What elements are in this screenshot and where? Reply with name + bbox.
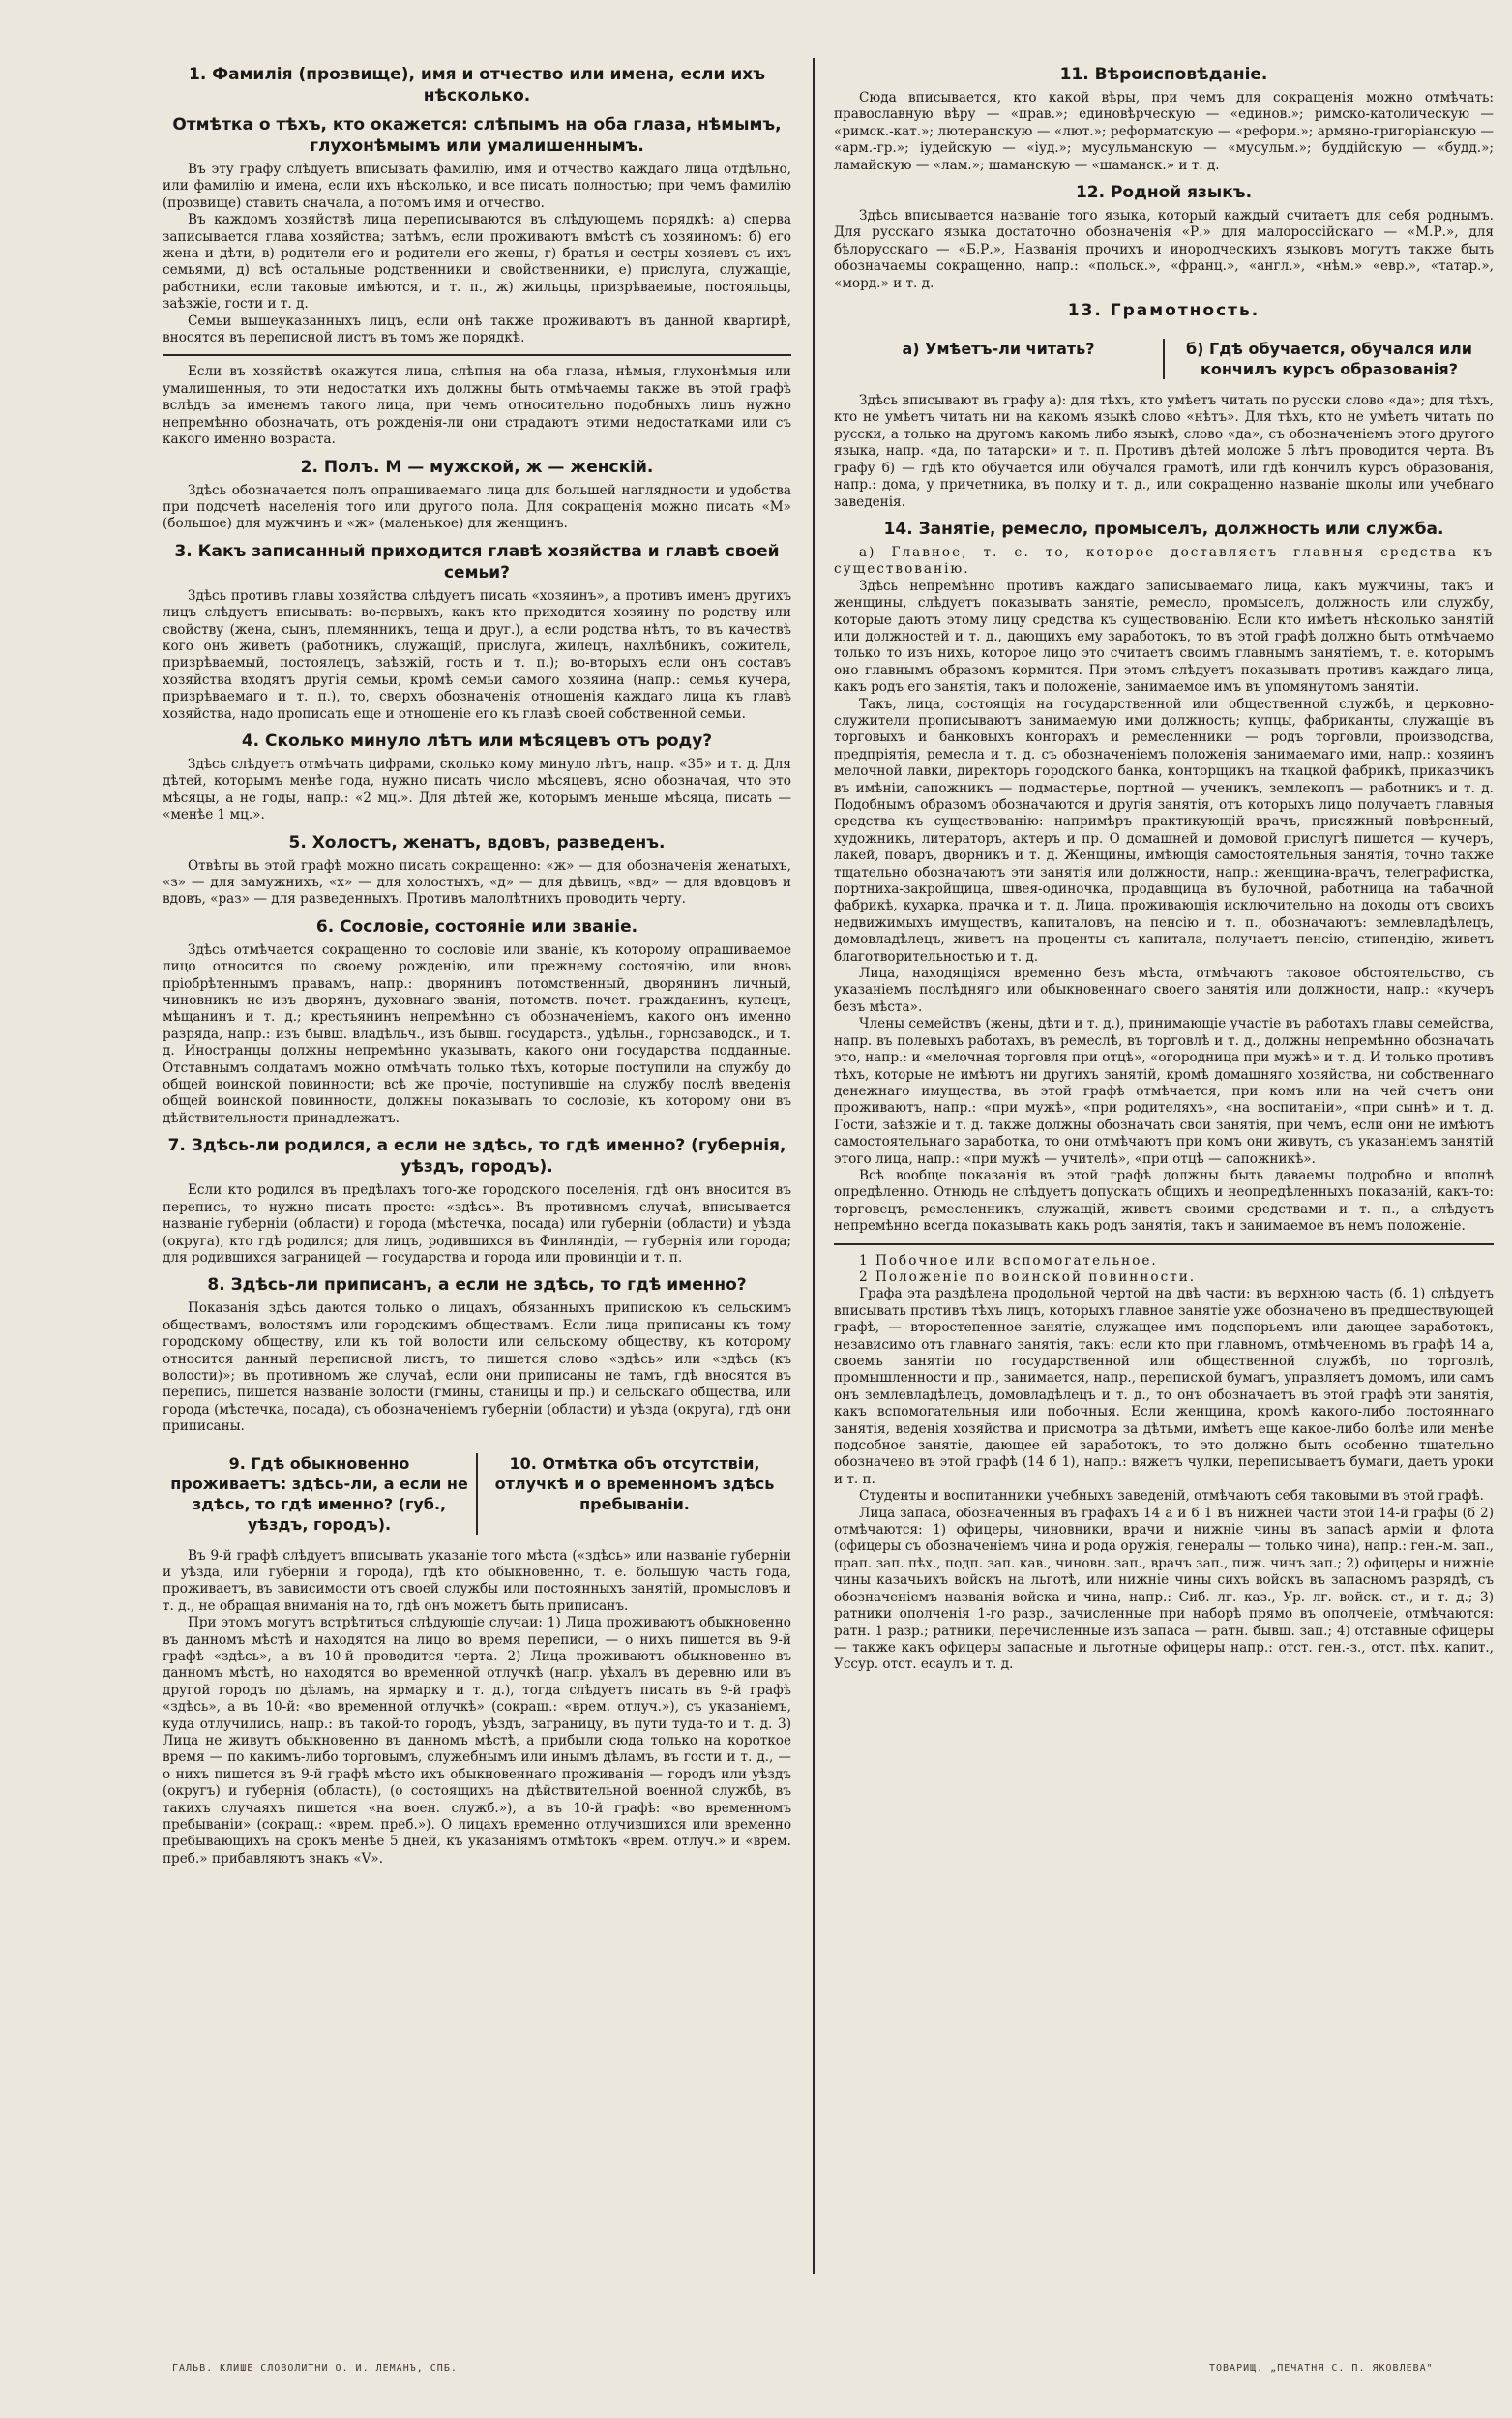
- section-9-title: 9. Гдѣ обыкновенно проживаетъ: здѣсь-ли, а если не здѣсь, то гдѣ именно? (губ., уѣздъ, городъ).: [163, 1453, 478, 1535]
- section-14a-title: а) Главное, т. е. то, которое доставляетъ главныя средства къ существованію.: [834, 544, 1494, 578]
- section-6-title: 6. Сословіе, состояніе или званіе.: [315, 916, 638, 937]
- paragraph: При этомъ могутъ встрѣтиться слѣдующіе случаи: 1) Лица проживаютъ обыкновенно въ данномъ мѣстѣ и находятся на лицо во время переписи, — о нихъ пишется въ 9-й графѣ «здѣсь», а въ 10-й проводится черта. 2) Лица проживаютъ обыкновенно въ данномъ мѣстѣ, но находятся во временной отлучкѣ (напр. уѣхалъ въ деревню или въ другой городъ по дѣламъ, на ярмарку и т. д.), тогда слѣдуетъ писать въ 9-й графѣ «здѣсь», а въ 10-й: «во временной отлучкѣ» (сокращ.: «врем. отлуч.»), съ указаніемъ, куда отлучились, напр.: въ такой-то городъ, уѣздъ, заграницу, въ пути туда-то и т. д. 3) Лица не живутъ обыкновенно въ данномъ мѣстѣ, а прибыли сюда только на короткое время — по какимъ-либо торговымъ, служебнымъ или инымъ дѣламъ, въ гости и т. д., — о нихъ пишется въ 9-й графѣ мѣсто ихъ обыкновеннаго проживанія — городъ или уѣздъ (округъ) и губернія (область), (о состоящихъ на дѣйствительной военной службѣ, въ такихъ случаяхъ пишется «на воен. служб.»), а въ 10-й графѣ: «во временномъ пребываніи» (сокращ.: «врем. преб.»). О лицахъ временно отлучившихся или временно пребывающихъ на срокъ менѣе 5 дней, къ указаніямъ отмѣтокъ «врем. отлуч.» и «врем. преб.» прибавляютъ знакъ «V».: [163, 1615, 791, 1866]
- section-8-title: 8. Здѣсь-ли приписанъ, а если не здѣсь, то гдѣ именно?: [207, 1275, 747, 1296]
- paragraph: Если кто родился въ предѣлахъ того-же городского поселенія, гдѣ онъ вносится въ перепись, то нужно писать просто: «здѣсь». Въ противномъ случаѣ, вписывается названіе губерніи (области) и города (мѣстечка, посада) или губерніи (области) и уѣзда (округа), кто гдѣ родился; для лицъ, родившихся въ Финляндіи, — губернія или города; для родившихся заграницей — государства и города или провинціи и т. п.: [163, 1182, 791, 1266]
- paragraph: Здѣсь вписывают въ графу а): для тѣхъ, кто умѣетъ читать по русски слово «да»; для тѣхъ, кто не умѣетъ читать ни на какомъ языкѣ слово «нѣтъ». Для тѣхъ, кто не умѣетъ читать по русски, а только на другомъ какомъ либо языкѣ, слово «да», съ обозначеніемъ этого другого языка, напр. «да, по татарски» и т. п. Противъ дѣтей моложе 5 лѣтъ проводится черта. Въ графу б) — гдѣ кто обучается или обучался грамотѣ, или гдѣ кончилъ курсъ образованія, напр.: дома, у причетника, въ полку и т. д., или сокращенно названіе школы или учебнаго заведенія.: [834, 393, 1494, 510]
- section-3-title: 3. Какъ записанный приходится главѣ хозяйства и главѣ своей семьи?: [174, 541, 780, 582]
- paragraph: Показанія здѣсь даются только о лицахъ, обязанныхъ припискою къ сельскимъ обществамъ, волостямъ или городскимъ обществамъ. Если лица приписаны къ тому городскому обществу, или къ той волости или сельскому обществу, къ которому относится данный переписной листъ, то пишется слово «здѣсь» или «здѣсь (къ волости)»; въ противномъ же случаѣ, если они приписаны не тамъ, гдѣ вносятся въ перепись, пишется названіе волости (гмины, станицы и пр.) и сельскаго общества, или города (мѣстечка, посада), съ обозначеніемъ губерніи (области) и уѣзда (округа), гдѣ они приписаны.: [163, 1300, 791, 1435]
- paragraph: Здѣсь отмѣчается сокращенно то сословіе или званіе, къ которому опрашиваемое лицо относится по своему рожденію, или прежнему состоянію, или вновь пріобрѣтеннымъ правамъ, напр.: дворянинъ потомственный, дворянинъ личный, чиновникъ не изъ дворянъ, духовнаго званія, потомств. почет. гражданинъ, купецъ, мѣщанинъ и т. д.; крестьянинъ непремѣнно съ обозначеніемъ, какого онъ именно разряда, напр.: изъ бывш. владѣльч., изъ бывш. государств., удѣльн., горнозаводск., и т. д. Иностранцы должны непремѣнно указывать, какого они государства подданные. Отставнымъ солдатамъ можно отмѣчать только тѣхъ, которые поступили на службу до общей воинской повинности; всѣ же прочіе, поступившіе на службу послѣ введенія общей воинской повинности, должны показывать то сословіе, къ которому они въ дѣйствительности принадлежатъ.: [163, 941, 791, 1126]
- section-1-subtitle: Отмѣтка о тѣхъ, кто окажется: слѣпымъ на оба глаза, нѣмымъ, глухонѣмымъ или умалишеннымъ.: [172, 115, 782, 156]
- paragraph: Отвѣты въ этой графѣ можно писать сокращенно: «ж» — для обозначенія женатыхъ, «з» — для замужнихъ, «х» — для холостыхъ, «д» — для дѣвицъ, «вд» — для вдовцовъ и вдовъ, «раз» — для разведенныхъ. Противъ малолѣтнихъ проводить черту.: [163, 857, 791, 908]
- paragraph: Здѣсь непремѣнно противъ каждаго записываемаго лица, какъ мужчины, такъ и женщины, слѣдуетъ показывать занятіе, ремесло, промыселъ, должность или службу, которые даютъ этому лицу средства къ существованію. Если кто имѣетъ нѣсколько занятій или должностей и т. д., дающихъ ему заработокъ, то въ этой графѣ должно быть отмѣчаемо только то изъ нихъ, которое лицо это считаетъ своимъ главнымъ занятіемъ, т. е. которымъ оно главнымъ образомъ кормится. При этомъ слѣдуетъ показывать противъ каждаго лица, какъ родъ его занятія, такъ и положеніе, занимаемое имъ въ упомянутомъ занятіи.: [834, 578, 1494, 696]
- printer-credit-right: ТОВАРИЩ. „ПЕЧАТНЯ С. П. ЯКОВЛЕВА": [1209, 2363, 1434, 2373]
- section-14-title: 14. Занятіе, ремесло, промыселъ, должность или служба.: [883, 519, 1444, 539]
- paragraph: Графа эта раздѣлена продольной чертой на двѣ части: въ верхнюю часть (б. 1) слѣдуетъ вписывать противъ тѣхъ лицъ, которыхъ главное занятіе уже обозначено въ предшествующей графѣ, — второстепенное занятіе, служащее имъ подспорьемъ или дающее заработокъ, независимо отъ главнаго занятія, такъ: если кто при главномъ, отмѣченномъ въ графѣ 14 а, своемъ занятіи по государственной или общественной службѣ, по торговлѣ, промышленности и пр., занимается, напр., перепиской бумагъ, управляетъ домомъ, или самъ онъ землевладѣлецъ, домовладѣлецъ и т. д., то онъ обозначаетъ въ этой графѣ эти занятія, какъ вспомогательныя или побочныя. Если женщина, кромѣ какого-либо постояннаго занятія, веденія хозяйства и присмотра за дѣтьми, имѣетъ еще какое-либо болѣе или менѣе подсобное занятіе, дающее ей заработокъ, то это должно быть особенно тщательно обозначено въ этой графѣ (14 б 1), напр.: вяжетъ чулки, переписываетъ бумаги, даетъ уроки и т. п.: [834, 1286, 1494, 1487]
- section-14b2-title: 2 Положеніе по воинской повинности.: [859, 1269, 1197, 1285]
- paragraph: Студенты и воспитанники учебныхъ заведеній, отмѣчаютъ себя таковыми въ этой графѣ.: [859, 1488, 1484, 1505]
- divider: [834, 1243, 1494, 1245]
- section-13-header: [834, 327, 1494, 387]
- paragraph: Сюда вписывается, кто какой вѣры, при чемъ для сокращенія можно отмѣчать: православную вѣру — «прав.»; единовѣрческую — «единов.»; римско-католическую — «римск.-кат.»; лютеранскую — «лют.»; реформатскую — «реформ.»; армяно-григоріанскую — «арм.-гр.»; іудейскую — «іуд.»; мусульманскую — «мусульм.»; буддійскую — «будд.»; ламайскую — «лам.»; шаманскую — «шаманск.» и т. д.: [834, 90, 1494, 173]
- right-column: [834, 56, 1494, 2282]
- section-9-10-header: [163, 1442, 791, 1542]
- section-7-title: 7. Здѣсь-ли родился, а если не здѣсь, то гдѣ именно? (губернія, уѣздъ, городъ).: [167, 1136, 786, 1178]
- paragraph: Здѣсь обозначается полъ опрашиваемаго лица для большей наглядности и удобства при подсчетѣ населенія того или другого пола. Для сокращенія можно писать «М» (большое) для мужчинъ и «ж» (маленькое) для женщинъ.: [163, 482, 791, 532]
- section-13-title: 13. Грамотность.: [1067, 301, 1260, 321]
- paragraph: Члены семействъ (жены, дѣти и т. д.), принимающіе участіе въ работахъ главы семейства, напр. въ полевыхъ работахъ, въ ремеслѣ, въ торговлѣ и т. д., должны непремѣнно обозначать это, напр.: и «мелочная торговля при отцѣ», «огородница при мужѣ» и т. д. И только противъ тѣхъ, которые не имѣютъ ни другихъ занятій, кромѣ домашняго хозяйства, ни собственнаго денежнаго имущества, въ этой графѣ отмѣчается, при комъ или на чей счетъ они проживаютъ, напр.: «при мужѣ», «при родителяхъ», «на воспитаніи», «при сынѣ» и т. д. Гости, заѣзжіе и т. д. также должны обозначать свои занятія, при чемъ, если они не имѣютъ самостоятельнаго заработка, то они отмѣчаютъ при комъ они живутъ, съ указаніемъ занятій этого лица, напр.: «при мужѣ — учителѣ», «при отцѣ — сапожникѣ».: [834, 1016, 1494, 1167]
- paragraph: Въ эту графу слѣдуетъ вписывать фамилію, имя и отчество каждаго лица отдѣльно, или фамилію и имена, если ихъ нѣсколько, и все писать полностью; при чемъ фамилію (прозвище) ставить сначала, а потомъ имя и отчество.: [163, 162, 791, 211]
- paragraph: Если въ хозяйствѣ окажутся лица, слѣпыя на оба глаза, нѣмыя, глухонѣмыя или умалишенныя, то эти недостатки ихъ должны быть отмѣчаемы также въ этой графѣ вслѣдъ за именемъ такого лица, при чемъ относительно подобныхъ лицъ нужно непремѣнно обозначать, отъ рожденія-ли они страдаютъ этими недостатками или съ какого именно возраста.: [163, 364, 791, 448]
- section-13b-title: б) Гдѣ обучается, обучался или кончилъ курсъ образованія?: [1186, 340, 1472, 379]
- section-4-title: 4. Сколько минуло лѣтъ или мѣсяцевъ отъ роду?: [241, 731, 713, 751]
- divider: [163, 354, 791, 356]
- paragraph: Въ 9-й графѣ слѣдуетъ вписывать указаніе того мѣста («здѣсь» или названіе губерніи и уѣзда, или губерніи и города), гдѣ кто обыкновенно, т. е. большую часть года, проживаетъ, въ зависимости отъ своей службы или постоянныхъ занятій, промысловъ и т. д., не обращая вниманія на то, гдѣ онъ можетъ быть приписанъ.: [163, 1547, 791, 1614]
- paragraph: Здѣсь вписывается названіе того языка, который каждый считаетъ для себя роднымъ. Для русскаго языка достаточно обозначенія «Р.» для малороссійскаго — «М.Р.», для бѣлорусскаго — «Б.Р.», Названія прочихъ и инородческихъ языковъ могутъ также быть обозначаемы сокращенно, напр.: «польск.», «франц.», «англ.», «нѣм.» «евр.», «татар.», «морд.» и т. д.: [834, 208, 1494, 291]
- left-column: [163, 56, 791, 2282]
- section-5-title: 5. Холостъ, женатъ, вдовъ, разведенъ.: [288, 832, 666, 852]
- section-11-title: 11. Вѣроисповѣданіе.: [1059, 65, 1268, 84]
- column-divider: [813, 58, 815, 2274]
- paragraph: Лица запаса, обозначенныя въ графахъ 14 а и б 1 въ нижней части этой 14-й графы (б 2) отмѣчаются: 1) офицеры, чиновники, врачи и нижніе чины въ запасѣ арміи и флота (офицеры съ обозначеніемъ чина и рода оружія, генералы — только чина), напр.: ген.-м. зап., прап. зап. пѣх., подп. зап. кав., чиновн. зап., врачъ зап., пиж. чинъ зап.; 2) офицеры и нижніе чины казачьихъ войскъ на льготѣ, или нижніе чины сихъ войскъ въ запасномъ разрядѣ, съ обозначеніемъ названія войска и чина, напр.: Сиб. лг. каз., Ур. лг. войск. ст., и т. д.; 3) ратники ополченія 1-го разр., зачисленные при наборѣ прямо въ ополченіе, отмѣчаются: ратн. 1 разр.; ратники, перечисленные изъ запаса — ратн. бывш. зап.; 4) отставные офицеры — также какъ офицеры запасные и льготные офицеры напр.: отст. ген.-з., отст. пѣх. капит., Уссур. отст. есаулъ и т. д.: [834, 1505, 1494, 1673]
- paragraph: Такъ, лица, состоящія на государственной или общественной службѣ, и церковно-служители прописываютъ занимаемую ими должность; купцы, фабриканты, служащіе въ торговыхъ и банковыхъ конторахъ и ремесленники — родъ торговли, производства, предпріятія, ремесла и т. д. съ обозначеніемъ положенія занимаемаго ими, напр.: хозяинъ мелочной лавки, директоръ городского банка, конторщикъ на ткацкой фабрикѣ, приказчикъ въ имѣніи, сапожникъ — подмастерье, портной — ученикъ, землекопъ — работникъ и т. д. Подобнымъ образомъ обозначаются и другія занятія, отъ которыхъ лицо получаетъ главныя средства къ существованію: напримѣръ практикующій врачъ, присяжный повѣренный, художникъ, литераторъ, актеръ и пр. О домашней и домовой прислугѣ пишется — кучеръ, лакей, поваръ, дворникъ и т. д. Женщины, имѣющія самостоятельныя занятія, точно также тщательно обозначаютъ эти занятія или должности, напр.: женщина-врачъ, телеграфистка, портниха-закройщица, швея-одиночка, продавщица въ булочной, работница на табачной фабрикѣ, кухарка, прачка и т. д. Лица, проживающія исключительно на доходы отъ своихъ недвижимыхъ имуществъ, капиталовъ, на пенсію и т. п., обозначаютъ: землевладѣлецъ, домовладѣлецъ, живетъ на проценты съ капитала, получаетъ пенсію, стипендію, живетъ благотворительностью и т. д.: [834, 696, 1494, 965]
- section-10-title: 10. Отмѣтка объ отсутствіи, отлучкѣ и о временномъ здѣсь пребываніи.: [494, 1453, 775, 1513]
- printer-credit-left: ГАЛЬВ. КЛИШЕ СЛОВОЛИТНИ О. И. ЛЕМАНЪ, СПБ.: [172, 2363, 458, 2373]
- paragraph: Здѣсь противъ главы хозяйства слѣдуетъ писать «хозяинъ», а противъ именъ другихъ лицъ слѣдуетъ вписывать: во-первыхъ, какъ кто приходится хозяину по родству или свойству (жена, сынъ, племянникъ, теща и друг.), а если родства нѣтъ, то въ качествѣ кого онъ живетъ (работникъ, служащій, прислуга, жилецъ, нахлѣбникъ, сожитель, призрѣваемый, постоялецъ, заѣзжій, гость и т. п.); во-вторыхъ если онъ составъ хозяйства входятъ другія семьи, кромѣ семьи самого хозяина (напр.: семья кучера, призрѣваемаго и т. п.), то, сверхъ обозначенія отношенія каждаго лица къ главѣ хозяйства, надо прописать еще и отношеніе его къ главѣ своей собственной семьи.: [163, 587, 791, 722]
- section-13a-title: а) Умѣетъ-ли читать?: [834, 339, 1165, 379]
- section-14b1-title: 1 Побочное или вспомогательное.: [859, 1252, 1158, 1269]
- section-2-title: 2. Полъ. М — мужской, ж — женскій.: [300, 457, 654, 477]
- paragraph: Въ каждомъ хозяйствѣ лица переписываются въ слѣдующемъ порядкѣ: а) сперва записывается глава хозяйства; затѣмъ, если проживаютъ вмѣстѣ съ хозяиномъ: б) его жена и дѣти, в) родители его и родители его жены, г) братья и сестры хозяевъ съ ихъ семьями, д) всѣ остальные родственники и свойственники, е) прислуга, служащіе, работники, если таковые имѣются, и т. п., ж) жильцы, призрѣваемые, постояльцы, заѣзжіе, гости и т. д.: [163, 212, 791, 313]
- section-12-title: 12. Родной языкъ.: [1075, 183, 1253, 203]
- paragraph: Семьи вышеуказанныхъ лицъ, если онѣ также проживаютъ въ данной квартирѣ, вносятся въ переписной листъ въ томъ же порядкѣ.: [163, 313, 791, 346]
- paragraph: Всѣ вообще показанія въ этой графѣ должны быть даваемы подробно и вполнѣ опредѣленно. Отнюдь не слѣдуетъ допускать общихъ и неопредѣленныхъ показаній, какъ-то: торговецъ, ремесленникъ, служащій, живетъ своими средствами и т. п., а слѣдуетъ непремѣнно всегда показывать какъ родъ занятія, такъ и занимаемое въ немъ положеніе.: [834, 1167, 1494, 1235]
- section-1-title: 1. Фамилія (прозвище), имя и отчество или имена, если ихъ нѣсколько.: [189, 65, 765, 105]
- paragraph: Здѣсь слѣдуетъ отмѣчать цифрами, сколько кому минуло лѣтъ, напр. «35» и т. д. Для дѣтей, которымъ менѣе года, нужно писать число мѣсяцевъ, ясно обозначая, что это мѣсяцы, а не годы, напр.: «2 мц.». Для дѣтей же, которымъ меньше мѣсяца, писать — «менѣе 1 мц.».: [163, 756, 791, 823]
- paragraph: Лица, находящіяся временно безъ мѣста, отмѣчаютъ таковое обстоятельство, съ указаніемъ послѣдняго или обыкновеннаго своего занятія или должности, напр.: «кучеръ безъ мѣста».: [834, 966, 1494, 1015]
